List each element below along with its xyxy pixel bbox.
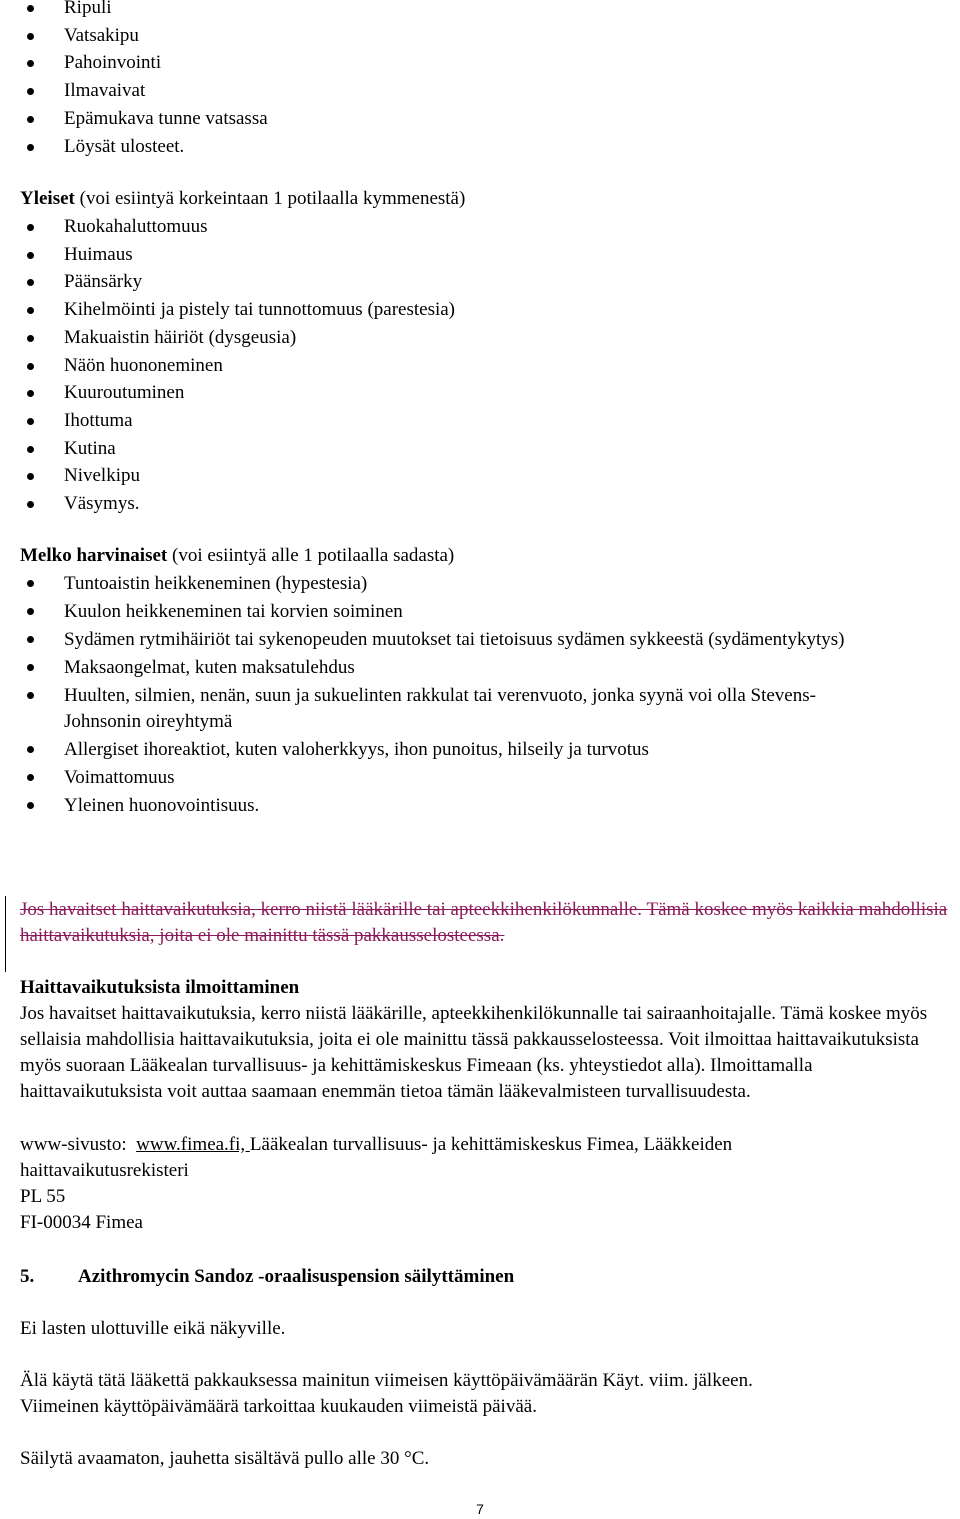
storage-paragraph-1: Ei lasten ulottuville eikä näkyville. <box>20 1318 286 1339</box>
list-item: Maksaongelmat, kuten maksatulehdus <box>0 654 900 682</box>
list-item: Voimattomuus <box>0 764 900 792</box>
list-item: Makuaistin häiriöt (dysgeusia) <box>0 324 940 352</box>
list-item: Ilmavaivat <box>0 77 940 105</box>
reporting-heading-label: Haittavaikutuksista ilmoittaminen <box>20 977 300 998</box>
list-item: Näön huononeminen <box>0 352 940 380</box>
section-5-heading <box>20 1264 950 1290</box>
revision-change-bar <box>5 896 6 972</box>
list-item: Ruokahaluttomuus <box>0 213 940 241</box>
reporting-body: Jos havaitset haittavaikutuksia, kerro niistä lääkärille, apteekkihenkilökunnalle tai sairaanhoitajalle. Tämä koskee myös sellaisia mahdollisia haittavaikutuksia, joita ei ole mainittu tässä pakkausselosteessa. Voit ilmoittaa haittavaikutuksista myös suoraan Lääkealan turvallisuus- ja kehittämiskeskus Fimeaan (ks. yhteystiedot alla). Ilmoittamalla haittavaikutuksista voit auttaa saamaan enemmän tietoa tämän lääkevalmisteen turvallisuudesta. <box>20 1003 928 1102</box>
po-box: PL 55 <box>20 1186 66 1207</box>
list-item: Sydämen rytmihäiriöt tai sykenopeuden muutokset tai tietoisuus sydämen sykkeestä (sydämentykytys) <box>0 626 900 654</box>
common-side-effects-list <box>0 213 940 518</box>
fimea-link[interactable]: www.fimea.fi, <box>136 1134 250 1155</box>
list-item: Löysät ulosteet. <box>0 133 940 161</box>
list-item: Kihelmöinti ja pistely tai tunnottomuus (parestesia) <box>0 296 940 324</box>
deleted-paragraph: Jos havaitset haittavaikutuksia, kerro niistä lääkärille tai apteekkihenkilökunnalle. Tämä koskee myös kaikkia mahdollisia haittavaikutuksia, joita ei ole mainittu tässä pakkausselosteessa. <box>20 899 948 946</box>
website-prefix: www-sivusto: <box>20 1134 137 1155</box>
list-item: Vatsakipu <box>0 22 940 50</box>
list-item: Tuntoaistin heikkeneminen (hypestesia) <box>0 570 900 598</box>
list-item: Kuuroutuminen <box>0 379 940 407</box>
common-heading-frequency: (voi esiintyä korkeintaan 1 potilaalla kymmenestä) <box>74 188 466 209</box>
list-item: Pahoinvointi <box>0 49 940 77</box>
uncommon-heading <box>20 543 950 569</box>
list-item: Ripuli <box>0 0 940 22</box>
list-item: Kuulon heikkeneminen tai korvien soiminen <box>0 598 900 626</box>
section-title: Azithromycin Sandoz -oraalisuspension säilyttäminen <box>78 1266 515 1287</box>
list-item: Päänsärky <box>0 268 940 296</box>
list-item: Huimaus <box>0 241 940 269</box>
list-item: Väsymys. <box>0 490 940 518</box>
common-heading-label: Yleiset <box>20 188 75 209</box>
website-description: Lääkealan turvallisuus- ja kehittämiskeskus Fimea, Lääkkeiden haittavaikutusrekisteri <box>20 1134 733 1181</box>
reporting-heading <box>20 975 950 1001</box>
page-number: 7 <box>476 1501 484 1517</box>
uncommon-side-effects-list <box>0 570 900 820</box>
common-heading <box>20 186 950 212</box>
list-item: Epämukava tunne vatsassa <box>0 105 940 133</box>
reporting-website <box>20 1132 900 1184</box>
list-item: Huulten, silmien, nenän, suun ja sukuelinten rakkulat tai verenvuoto, jonka syynä voi olla Stevens-Johnsonin oireyhtymä <box>0 682 900 736</box>
list-item: Yleinen huonovointisuus. <box>0 792 900 820</box>
side-effects-list-top <box>0 0 940 160</box>
list-item: Kutina <box>0 435 940 463</box>
storage-paragraph-2-line-1: Älä käytä tätä lääkettä pakkauksessa mainitun viimeisen käyttöpäivämäärän Käyt. viim. jälkeen. <box>20 1370 753 1391</box>
postal-address: FI-00034 Fimea <box>20 1212 143 1233</box>
storage-paragraph-3: Säilytä avaamaton, jauhetta sisältävä pullo alle 30 °C. <box>20 1448 430 1469</box>
storage-paragraph-2-line-2: Viimeinen käyttöpäivämäärä tarkoittaa kuukauden viimeistä päivää. <box>20 1396 537 1417</box>
section-number: 5. <box>20 1266 35 1287</box>
list-item: Ihottuma <box>0 407 940 435</box>
uncommon-heading-frequency: (voi esiintyä alle 1 potilaalla sadasta) <box>167 545 455 566</box>
list-item: Allergiset ihoreaktiot, kuten valoherkkyys, ihon punoitus, hilseily ja turvotus <box>0 736 900 764</box>
uncommon-heading-label: Melko harvinaiset <box>20 545 168 566</box>
list-item: Nivelkipu <box>0 462 940 490</box>
